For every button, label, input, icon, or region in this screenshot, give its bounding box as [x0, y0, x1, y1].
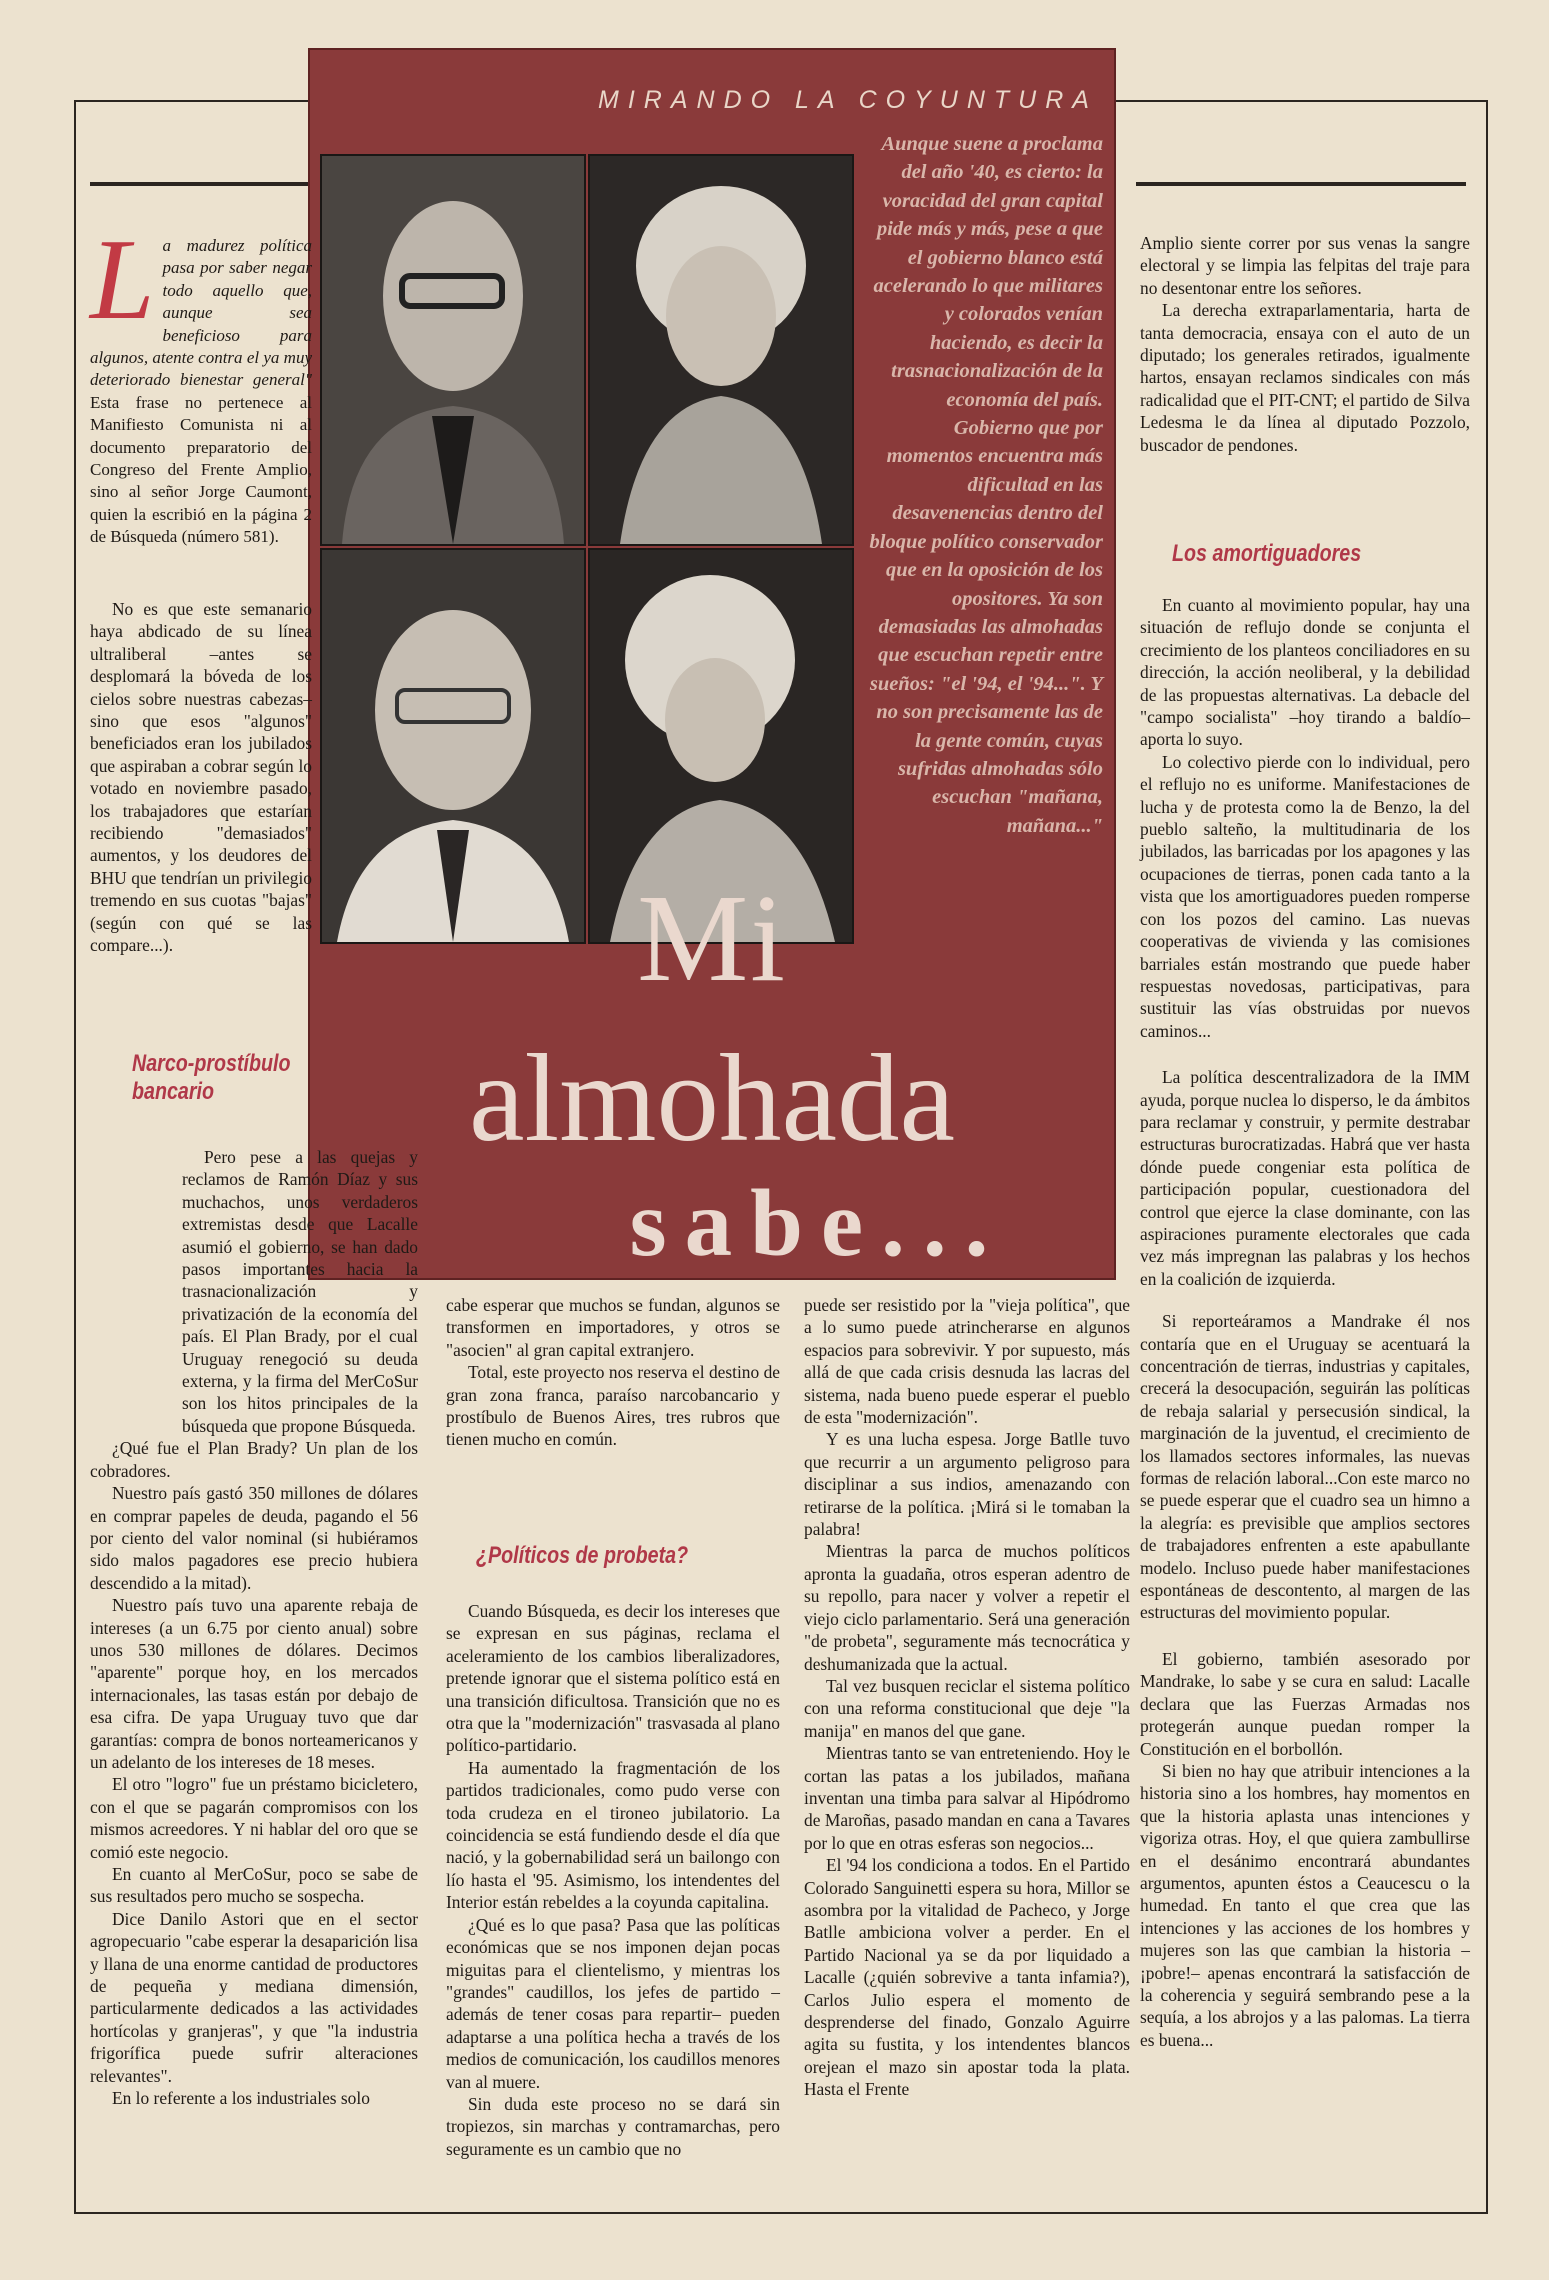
col2-p6: Sin duda este proceso no se dará sin tropiezos, sin marchas y contramarchas, pero seguramente es un cambio que no	[446, 2093, 780, 2159]
col3-p4: Tal vez busquen reciclar el sistema político con una reforma constitucional que deje "la manija" en manos del que gane.	[804, 1675, 1130, 1741]
column-4-bottom	[1140, 594, 1470, 2051]
col1-p10: En lo referente a los industriales solo	[112, 2088, 370, 2109]
col4-p7: El gobierno, también asesorado por Mandrake, lo sabe y se cura en salud: Lacalle declara que las Fuerzas Armadas nos protegerán aunque puedan romper la Constitución en el borbollón.	[1140, 1648, 1470, 1759]
photo-woman-1	[588, 154, 854, 546]
column-1-bottom	[90, 1146, 418, 2109]
col3-p3: Mientras la parca de muchos políticos apronta la guadaña, otros esperan adentro de su repollo, para nacer y volver a repetir el viejo ciclo parlamentario. Será una generación "de probeta", seguramente más tecnocrática y deshumanizada que la actual.	[804, 1541, 1130, 1674]
col4-p2: La derecha extraparlamentaria, harta de tanta democracia, ensaya con el auto de un diputado; los generales retirados, igualmente hartos, ensayan reclamos sindicales con más radicalidad que el PIT-CNT; el partido de Silva Ledesma le da línea al diputado Pozzolo, buscador de pendones.	[1140, 300, 1470, 455]
column-rule-left	[90, 182, 316, 186]
col1-p9: Dice Danilo Astori que en el sector agropecuario "cabe esperar la desaparición lisa y llana de una enorme cantidad de productores de pequeña y mediana dimensión, particularmente dedicados a las actividades hortícolas y granjeras", y que "la industria frigorífica puede sufrir alteraciones relevantes".	[90, 1908, 418, 2086]
col1-p3: Pero pese a las quejas y reclamos de Ramón Díaz y sus muchachos, unos verdaderos extremistas desde que Lacalle asumió el gobierno, se han dado pasos importantes hacia la trasnacionalización y privatización de la economía del país. El Plan Brady, por el cual Uruguay renegoció su deuda externa, y la firma del MerCoSur son los hitos principales de la búsqueda que propone Búsqueda.	[182, 1147, 418, 1436]
section-label: MIRANDO LA COYUNTURA	[598, 86, 1098, 114]
col4-p4: Lo colectivo pierde con lo individual, pero el reflujo no es uniforme. Manifestaciones de lucha y de protesta como la de Benzo, la del pueblo salteño, la multitudinaria de los jubilados, las barricadas por los apagones y las ocupaciones de tierras, ponen cada tanto a la vista que los amortiguadores pueden romperse con los pozos del camino. Las nuevas cooperativas de vivienda y las comisiones barriales están mostrando que puede haber respuestas novedosas, participativas, para sustituir las vías obstruidas por nuevos caminos...	[1140, 751, 1470, 1041]
col1-p6: Nuestro país tuvo una aparente rebaja de intereses (a un 6.75 por ciento anual) sobre unos 530 millones de dólares. Decimos "aparente" porque hoy, en los mercados internacionales, las tasas están por debajo de esa cifra. De yapa Uruguay tuvo que dar garantías: compra de bonos norteamericanos y un adelanto de los intereses de 18 meses.	[90, 1595, 418, 1772]
column-4-top	[1140, 232, 1470, 456]
column-1-top	[90, 598, 312, 957]
headline-line-3: sabe...	[629, 1170, 1007, 1276]
col1-p2: No es que este semanario haya abdicado de su línea ultraliberal –antes se desplomará la bóveda de los cielos sobre nuestras cabezas– sino que esos "algunos" beneficiados eran los jubilados que aspiraban a cobrar según lo votado en noviembre pasado, los trabajadores que estarían recibiendo "demasiados" aumentos, y los deudores del BHU que tendrían un privilegio tremendo en sus cuotas "bajas" (según con qué se las compare...).	[90, 599, 312, 956]
photo-woman-1-image	[590, 156, 852, 544]
column-3	[804, 1294, 1130, 2101]
col1-p5: Nuestro país gastó 350 millones de dólares en comprar papeles de deuda, pagando el 56 por ciento del valor nominal (si hubiéramos sido malos pagadores ese precio hubiera descendido a la mitad).	[90, 1483, 418, 1593]
deck-text: Aunque suene a proclama del año '40, es cierto: la voracidad del gran capital pide más y más, pese a que el gobierno blanco está acelerando lo que militares y colorados venían haciendo, es decir la trasnacionalización de la economía del país. Gobierno que por momentos encuentra más dificultad en las desavenencias dentro del bloque político conservador que en la oposición de los opositores. Ya son demasiadas las almohadas que escuchan repetir entre sueños: "el '94, el '94...". Y no son precisamente las de la gente común, cuyas sufridas almohadas sólo escuchan "mañana, mañana..."	[869, 133, 1103, 837]
col3-p6: El '94 los condiciona a todos. En el Partido Colorado Sanguinetti espera su hora, Millor se asombra por la vitalidad de Pacheco, y Jorge Batlle ambiciona volver a perder. En el Partido Nacional ya se da por liquidado a Lacalle (¿quién sobrevive a tanta infamia?), Carlos Julio espera el momento de desprenderse del finado, Gonzalo Aguirre agita su fustita, y los intendentes blancos orejean el mazo sin apostar toda la plata. Hasta el Frente	[804, 1855, 1130, 2100]
col1-p7: El otro "logro" fue un préstamo bicicletero, con el que se pagarán compromisos con los mismos acreedores. Y ni hablar del oro que se comió este negocio.	[90, 1774, 418, 1862]
col3-p5: Mientras tanto se van entreteniendo. Hoy le cortan las patas a los jubilados, mañana inventan una timba para salvar al Hipódromo de Maroñas, pasado mandan en cana a Tavares por lo que en otras esferas son negocios...	[804, 1743, 1130, 1853]
lead-rest: Esta frase no pertenece al Manifiesto Comunista ni al documento preparatorio del Congreso del Frente Amplio, sino al señor Jorge Caumont, quien la escribió en la página 2 de Búsqueda (número 581).	[90, 392, 312, 547]
column-2-bottom	[446, 1600, 780, 2160]
col2-p4: Ha aumentado la fragmentación de los partidos tradicionales, como pudo verse con toda crudeza en el tironeo jubilatorio. La coincidencia se está fundiendo desde el día que nació, y la gobernabilidad será un bailongo con lío hasta el '95. Asimismo, los intendentes del Interior están rebeldes a la coyunda capitalina.	[446, 1757, 780, 1913]
column-2-top	[446, 1294, 780, 1451]
lead-paragraph	[90, 216, 312, 549]
col4-p8: Si bien no hay que atribuir intenciones a la historia sino a los hombres, hay momentos en que la historia aplasta unas intenciones y vigoriza otras. Hoy, el que quiera zambullirse en el desánimo encontrará abundantes argumentos, apunten éstos a Ceaucescu o la humedad. En tanto el que crea que las intenciones y las acciones de los hombres y mujeres son las que cambian la historia –¡pobre!– apenas encontrará la satisfacción de la coherencia y seguirá sembrando pese a la sequía, a los abrojos y a las palomas. La tierra es buena...	[1140, 1760, 1470, 2050]
photo-man-1-image	[322, 156, 584, 544]
col2-p2: Total, este proyecto nos reserva el destino de gran zona franca, paraíso narcobancario y prostíbulo de Buenos Aires, tres rubros que tienen mucho en común.	[446, 1362, 780, 1450]
column-rule-right	[1136, 182, 1466, 186]
col4-p6: Si reporteáramos a Mandrake él nos contaría que en el Uruguay se acentuará la concentración de tierras, industrias y capitales, crecerá la desocupación, seguirán las políticas de rebaja salarial y persecusión sindical, la marginación de la juventud, el crecimiento de los llamados sectores informales, las nuevas formas de relación laboral...Con este marco no se puede esperar que el cuadro sea un himno a la alegría: es previsible que amplios sectores de trabajadores enfrenten a este apabullante modelo. Incluso puede haber manifestaciones espontáneas de descontento, al margen de las estructuras del movimiento popular.	[1140, 1311, 1470, 1623]
headline-line-1: Mi	[637, 870, 787, 1008]
col1-p8: En cuanto al MerCoSur, poco se sabe de sus resultados pero mucho se sospecha.	[90, 1864, 418, 1907]
col2-p1: cabe esperar que muchos se fundan, algunos se transformen en importadores, y otros se "asocien" al gran capital extranjero.	[446, 1295, 780, 1360]
feature-box	[308, 48, 1116, 1280]
col1-p4: ¿Qué fue el Plan Brady? Un plan de los cobradores.	[90, 1438, 418, 1481]
col3-p1: puede ser resistido por la "vieja política", que a lo sumo puede atrincherarse en algunos espacios para sobrevivir. Y por supuesto, más allá de que cada crisis desnuda las lacras del sistema, nada bueno puede esperar el pueblo de esta "modernización".	[804, 1295, 1130, 1428]
col4-p1: Amplio siente correr por sus venas la sangre electoral y se limpia las felpitas del traje para no desentonar entre los señores.	[1140, 233, 1470, 298]
subhead-politicos: ¿Políticos de probeta?	[476, 1542, 689, 1569]
col4-p3: En cuanto al movimiento popular, hay una situación de reflujo donde se conjunta el crecimiento de los planteos conciliadores en su dirección, la acción neoliberal, y la debilidad de las propuestas alternativas. La debacle del "campo socialista" –hoy tirando a baldío– aporta lo suyo.	[1140, 595, 1470, 750]
col3-p2: Y es una lucha espesa. Jorge Batlle tuvo que recurrir a un argumento peligroso para disciplinar a sus indios, amenazando con retirarse de la política. ¡Mirá si le tomaban la palabra!	[804, 1429, 1130, 1540]
col2-p3: Cuando Búsqueda, es decir los intereses que se expresan en sus páginas, reclama el aceleramiento de los cambios liberalizadores, pretende ignorar que el sistema político está en una transición dificultosa. Transición que no es otra que la "modernización" trasvasada al plano político-partidario.	[446, 1601, 780, 1756]
col2-p5: ¿Qué es lo que pasa? Pasa que las políticas económicas que se nos imponen dejan pocas miguitas para el clientelismo, y mientras los "grandes" caudillos, los jefes de partido –además de tener cosas para repartir– pueden adaptarse a una política hecha a través de los medios de comunicación, los caudillos menores van al muere.	[446, 1914, 780, 2092]
subhead-narco: Narco-prostíbulo bancario	[132, 1050, 291, 1105]
subhead-amortiguadores: Los amortiguadores	[1172, 540, 1362, 567]
photo-man-1	[320, 154, 586, 546]
headline-line-2: almohada	[469, 1030, 955, 1168]
lead-italic: a madurez política pasa por saber negar todo aquello que, aunque sea beneficioso para algunos, atente contra el ya muy deteriorado bienestar general"	[90, 236, 312, 390]
drop-cap: L	[90, 216, 155, 344]
col4-p5: La política descentralizadora de la IMM ayuda, porque nuclea lo disperso, le da ámbitos para reclamar y construir, y permite destrabar estructuras burocratizadas. Habrá que ver hasta dónde puede congeniar esta política de participación popular, cuestionadora del control que ejerce la clase dominante, con las aspiraciones puramente electorales que cada vez más impregnan las palabras y los hechos en la coalición de izquierda.	[1140, 1067, 1470, 1289]
